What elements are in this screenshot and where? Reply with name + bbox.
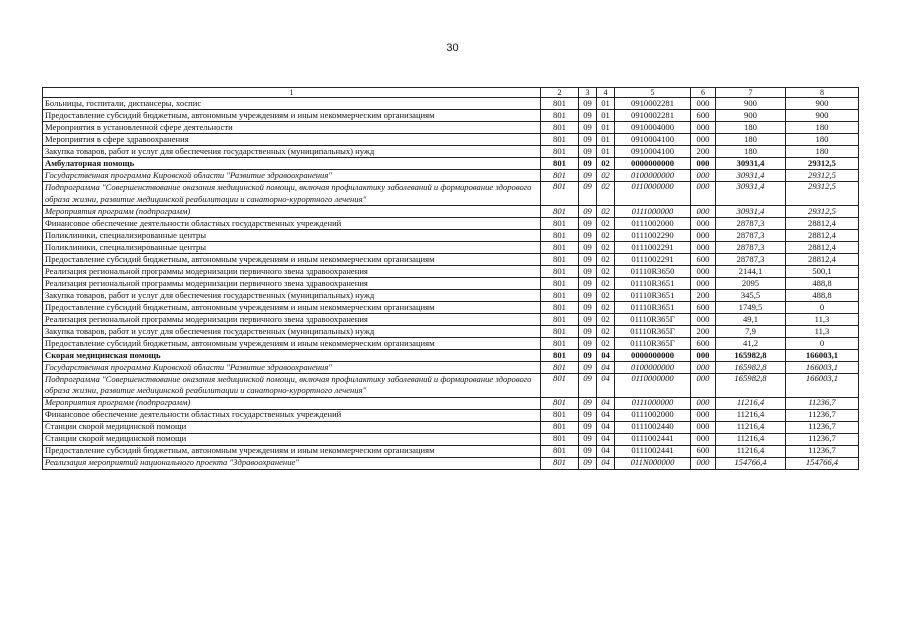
table-row	[43, 457, 859, 469]
cell-name: Мероприятия в сфере здравоохранения	[43, 134, 541, 146]
table-row	[43, 98, 859, 110]
cell-col-6: 600	[691, 254, 716, 266]
table-body	[43, 98, 859, 470]
cell-col-7: 165982,8	[716, 374, 786, 398]
cell-col-4: 02	[597, 242, 615, 254]
table-row	[43, 302, 859, 314]
cell-col-3: 09	[579, 290, 597, 302]
cell-name: Мероприятия программ (подпрограмм)	[43, 397, 541, 409]
cell-col-6: 000	[691, 433, 716, 445]
cell-name: Закупка товаров, работ и услуг для обеспечения государственных (муниципальных) нужд	[43, 290, 541, 302]
table-row	[43, 421, 859, 433]
cell-name: Предоставление субсидий бюджетным, автономным учреждениям и иным некоммерческим организациям	[43, 110, 541, 122]
cell-col-7: 165982,8	[716, 350, 786, 362]
cell-col-3: 09	[579, 457, 597, 469]
cell-col-3: 09	[579, 242, 597, 254]
cell-col-8: 28812,4	[786, 254, 859, 266]
cell-col-2: 801	[541, 146, 579, 158]
table-row	[43, 374, 859, 398]
table-header-row	[43, 88, 859, 98]
cell-col-2: 801	[541, 242, 579, 254]
table-row	[43, 397, 859, 409]
cell-name: Подпрограмма "Совершенствование оказания медицинской помощи, включая профилактику заболеваний и формирование здорового образа жизни, развитие медицинской реабилитации и санаторно-курортного лечения"	[43, 182, 541, 206]
table-row	[43, 362, 859, 374]
cell-col-3: 09	[579, 421, 597, 433]
cell-col-4: 02	[597, 254, 615, 266]
header-col-8: 8	[786, 88, 859, 98]
cell-col-2: 801	[541, 182, 579, 206]
page-number: 30	[446, 42, 459, 54]
table-row	[43, 326, 859, 338]
cell-col-8: 11,3	[786, 314, 859, 326]
cell-col-8: 11236,7	[786, 421, 859, 433]
cell-name: Государственная программа Кировской области "Развитие здравоохранения"	[43, 170, 541, 182]
cell-col-5: 0110000000	[615, 182, 691, 206]
cell-col-2: 801	[541, 206, 579, 218]
cell-col-7: 11216,4	[716, 433, 786, 445]
cell-col-4: 04	[597, 421, 615, 433]
cell-col-2: 801	[541, 421, 579, 433]
table-row	[43, 314, 859, 326]
cell-col-6: 000	[691, 206, 716, 218]
table-row	[43, 338, 859, 350]
cell-name: Закупка товаров, работ и услуг для обеспечения государственных (муниципальных) нужд	[43, 146, 541, 158]
cell-name: Реализация мероприятий национального проекта "Здравоохранение"	[43, 457, 541, 469]
cell-col-8: 500,1	[786, 266, 859, 278]
cell-col-4: 02	[597, 278, 615, 290]
cell-col-6: 000	[691, 134, 716, 146]
cell-col-8: 900	[786, 110, 859, 122]
cell-col-3: 09	[579, 206, 597, 218]
cell-col-3: 09	[579, 326, 597, 338]
header-col-4: 4	[597, 88, 615, 98]
cell-col-8: 11236,7	[786, 409, 859, 421]
cell-name: Предоставление субсидий бюджетным, автономным учреждениям и иным некоммерческим организациям	[43, 302, 541, 314]
cell-col-6: 000	[691, 242, 716, 254]
cell-col-7: 1749,5	[716, 302, 786, 314]
cell-col-3: 09	[579, 338, 597, 350]
cell-name: Мероприятия программ (подпрограмм)	[43, 206, 541, 218]
cell-col-7: 180	[716, 122, 786, 134]
table-row	[43, 146, 859, 158]
cell-col-7: 2095	[716, 278, 786, 290]
cell-col-3: 09	[579, 397, 597, 409]
cell-col-8: 29312,5	[786, 206, 859, 218]
cell-col-8: 11236,7	[786, 433, 859, 445]
cell-col-2: 801	[541, 409, 579, 421]
table-row	[43, 182, 859, 206]
cell-col-7: 11216,4	[716, 397, 786, 409]
cell-col-7: 30931,4	[716, 182, 786, 206]
cell-col-3: 09	[579, 350, 597, 362]
cell-col-8: 29312,5	[786, 182, 859, 206]
cell-col-7: 11216,4	[716, 421, 786, 433]
cell-col-8: 11236,7	[786, 445, 859, 457]
cell-col-8: 0	[786, 302, 859, 314]
cell-name: Поликлиники, специализированные центры	[43, 230, 541, 242]
cell-col-6: 000	[691, 266, 716, 278]
table-row	[43, 290, 859, 302]
cell-col-7: 28787,3	[716, 254, 786, 266]
cell-col-2: 801	[541, 445, 579, 457]
cell-col-8: 154766,4	[786, 457, 859, 469]
cell-col-6: 000	[691, 457, 716, 469]
table-row	[43, 350, 859, 362]
cell-col-3: 09	[579, 362, 597, 374]
header-col-2: 2	[541, 88, 579, 98]
cell-col-2: 801	[541, 397, 579, 409]
cell-col-8: 900	[786, 98, 859, 110]
cell-name: Предоставление субсидий бюджетным, автономным учреждениям и иным некоммерческим организациям	[43, 338, 541, 350]
cell-col-6: 200	[691, 146, 716, 158]
cell-col-4: 02	[597, 206, 615, 218]
cell-col-2: 801	[541, 338, 579, 350]
cell-col-3: 09	[579, 445, 597, 457]
cell-col-2: 801	[541, 278, 579, 290]
cell-col-7: 30931,4	[716, 158, 786, 170]
cell-name: Реализация региональной программы модернизации первичного звена здравоохранения	[43, 278, 541, 290]
cell-col-5: 0111000000	[615, 397, 691, 409]
table-row	[43, 278, 859, 290]
cell-col-7: 345,5	[716, 290, 786, 302]
cell-col-2: 801	[541, 158, 579, 170]
table-row	[43, 445, 859, 457]
cell-col-2: 801	[541, 350, 579, 362]
budget-table	[42, 87, 859, 470]
cell-col-5: 0100000000	[615, 362, 691, 374]
cell-col-4: 04	[597, 433, 615, 445]
cell-col-6: 000	[691, 98, 716, 110]
table-row	[43, 206, 859, 218]
cell-col-2: 801	[541, 314, 579, 326]
cell-col-7: 11216,4	[716, 445, 786, 457]
cell-col-7: 49,1	[716, 314, 786, 326]
cell-name: Реализация региональной программы модернизации первичного звена здравоохранения	[43, 314, 541, 326]
cell-col-7: 28787,3	[716, 218, 786, 230]
cell-name: Больницы, госпитали, диспансеры, хоспис	[43, 98, 541, 110]
cell-col-2: 801	[541, 433, 579, 445]
cell-name: Финансовое обеспечение деятельности областных государственных учреждений	[43, 409, 541, 421]
cell-col-7: 28787,3	[716, 242, 786, 254]
cell-col-3: 09	[579, 230, 597, 242]
cell-col-7: 41,2	[716, 338, 786, 350]
cell-col-4: 04	[597, 409, 615, 421]
table-row	[43, 122, 859, 134]
table-row	[43, 230, 859, 242]
cell-col-5: 0111002440	[615, 421, 691, 433]
cell-col-2: 801	[541, 170, 579, 182]
cell-col-6: 000	[691, 182, 716, 206]
table-row	[43, 218, 859, 230]
cell-col-2: 801	[541, 362, 579, 374]
cell-col-6: 600	[691, 338, 716, 350]
cell-col-4: 02	[597, 302, 615, 314]
cell-col-3: 09	[579, 170, 597, 182]
cell-col-7: 2144,1	[716, 266, 786, 278]
cell-col-3: 09	[579, 374, 597, 398]
cell-col-5: 01110R3651	[615, 278, 691, 290]
cell-col-8: 0	[786, 338, 859, 350]
cell-col-5: 0111002291	[615, 242, 691, 254]
header-col-7: 7	[716, 88, 786, 98]
cell-col-3: 09	[579, 158, 597, 170]
cell-name: Предоставление субсидий бюджетным, автономным учреждениям и иным некоммерческим организациям	[43, 254, 541, 266]
cell-col-6: 600	[691, 110, 716, 122]
cell-col-5: 01110R365Г	[615, 338, 691, 350]
table-row	[43, 433, 859, 445]
cell-col-6: 000	[691, 421, 716, 433]
cell-col-4: 01	[597, 98, 615, 110]
table-row	[43, 409, 859, 421]
cell-col-5: 01110R365Г	[615, 326, 691, 338]
cell-col-5: 0910004100	[615, 134, 691, 146]
cell-col-5: 0910004100	[615, 146, 691, 158]
cell-col-5: 0111002290	[615, 230, 691, 242]
cell-col-5: 0111000000	[615, 206, 691, 218]
cell-col-2: 801	[541, 122, 579, 134]
cell-col-6: 200	[691, 290, 716, 302]
cell-name: Станции скорой медицинской помощи	[43, 433, 541, 445]
cell-col-6: 000	[691, 218, 716, 230]
cell-col-5: 0111002441	[615, 433, 691, 445]
header-col-6: 6	[691, 88, 716, 98]
cell-col-8: 28812,4	[786, 230, 859, 242]
cell-col-6: 000	[691, 350, 716, 362]
cell-col-5: 0000000000	[615, 350, 691, 362]
table-row	[43, 134, 859, 146]
cell-col-5: 0111002000	[615, 218, 691, 230]
cell-col-7: 30931,4	[716, 206, 786, 218]
cell-col-6: 600	[691, 302, 716, 314]
cell-col-4: 02	[597, 170, 615, 182]
cell-name: Финансовое обеспечение деятельности областных государственных учреждений	[43, 218, 541, 230]
cell-col-2: 801	[541, 218, 579, 230]
cell-col-3: 09	[579, 182, 597, 206]
cell-col-2: 801	[541, 302, 579, 314]
cell-col-8: 28812,4	[786, 242, 859, 254]
cell-col-2: 801	[541, 290, 579, 302]
table-row	[43, 266, 859, 278]
table-row	[43, 170, 859, 182]
cell-col-6: 000	[691, 230, 716, 242]
cell-col-4: 01	[597, 146, 615, 158]
cell-col-5: 0111002291	[615, 254, 691, 266]
cell-col-6: 200	[691, 326, 716, 338]
cell-col-4: 04	[597, 397, 615, 409]
cell-col-2: 801	[541, 254, 579, 266]
cell-col-2: 801	[541, 98, 579, 110]
cell-col-7: 7,9	[716, 326, 786, 338]
cell-col-2: 801	[541, 374, 579, 398]
cell-col-4: 01	[597, 110, 615, 122]
cell-name: Подпрограмма "Совершенствование оказания медицинской помощи, включая профилактику заболеваний и формирование здорового образа жизни, развитие медицинской реабилитации и санаторно-курортного лечения"	[43, 374, 541, 398]
cell-col-3: 09	[579, 134, 597, 146]
cell-name: Государственная программа Кировской области "Развитие здравоохранения"	[43, 362, 541, 374]
cell-col-5: 0000000000	[615, 158, 691, 170]
cell-col-4: 02	[597, 338, 615, 350]
cell-col-3: 09	[579, 254, 597, 266]
cell-col-7: 180	[716, 134, 786, 146]
cell-col-3: 09	[579, 146, 597, 158]
cell-col-3: 09	[579, 302, 597, 314]
cell-col-8: 29312,5	[786, 170, 859, 182]
cell-col-4: 04	[597, 350, 615, 362]
cell-col-4: 01	[597, 134, 615, 146]
cell-col-4: 02	[597, 158, 615, 170]
cell-col-5: 01110R3651	[615, 302, 691, 314]
cell-col-7: 154766,4	[716, 457, 786, 469]
cell-col-3: 09	[579, 218, 597, 230]
cell-col-5: 01110R3651	[615, 290, 691, 302]
cell-name: Поликлиники, специализированные центры	[43, 242, 541, 254]
cell-name: Амбулаторная помощь	[43, 158, 541, 170]
cell-col-5: 01110R365Г	[615, 314, 691, 326]
cell-col-4: 02	[597, 326, 615, 338]
table-row	[43, 110, 859, 122]
cell-col-2: 801	[541, 134, 579, 146]
cell-col-7: 900	[716, 98, 786, 110]
cell-col-4: 04	[597, 374, 615, 398]
cell-col-7: 11216,4	[716, 409, 786, 421]
cell-col-7: 900	[716, 110, 786, 122]
cell-col-4: 02	[597, 266, 615, 278]
cell-col-6: 000	[691, 374, 716, 398]
cell-col-4: 04	[597, 445, 615, 457]
cell-col-5: 0110000000	[615, 374, 691, 398]
cell-col-4: 01	[597, 122, 615, 134]
cell-col-5: 0910004000	[615, 122, 691, 134]
cell-name: Закупка товаров, работ и услуг для обеспечения государственных (муниципальных) нужд	[43, 326, 541, 338]
cell-col-2: 801	[541, 230, 579, 242]
cell-col-5: 0111002441	[615, 445, 691, 457]
cell-col-2: 801	[541, 110, 579, 122]
cell-col-4: 02	[597, 182, 615, 206]
cell-col-3: 09	[579, 314, 597, 326]
cell-col-6: 000	[691, 409, 716, 421]
cell-col-8: 29312,5	[786, 158, 859, 170]
cell-col-5: 011N000000	[615, 457, 691, 469]
cell-col-3: 09	[579, 266, 597, 278]
cell-col-6: 000	[691, 122, 716, 134]
cell-col-3: 09	[579, 110, 597, 122]
cell-col-3: 09	[579, 409, 597, 421]
cell-col-6: 000	[691, 314, 716, 326]
cell-col-8: 180	[786, 122, 859, 134]
cell-col-8: 11236,7	[786, 397, 859, 409]
cell-col-5: 0100000000	[615, 170, 691, 182]
table-row	[43, 254, 859, 266]
cell-col-6: 000	[691, 158, 716, 170]
cell-col-8: 166003,1	[786, 374, 859, 398]
cell-col-8: 166003,1	[786, 362, 859, 374]
cell-col-6: 000	[691, 397, 716, 409]
cell-col-2: 801	[541, 266, 579, 278]
cell-col-7: 30931,4	[716, 170, 786, 182]
cell-col-3: 09	[579, 278, 597, 290]
cell-col-6: 000	[691, 278, 716, 290]
header-col-1: 1	[43, 88, 541, 98]
cell-name: Станции скорой медицинской помощи	[43, 421, 541, 433]
cell-col-2: 801	[541, 457, 579, 469]
cell-col-8: 166003,1	[786, 350, 859, 362]
cell-col-5: 0111002000	[615, 409, 691, 421]
cell-col-2: 801	[541, 326, 579, 338]
cell-name: Скорая медицинская помощь	[43, 350, 541, 362]
cell-col-4: 02	[597, 290, 615, 302]
cell-col-8: 488,8	[786, 278, 859, 290]
header-col-5: 5	[615, 88, 691, 98]
cell-col-5: 01110R3650	[615, 266, 691, 278]
cell-col-4: 02	[597, 314, 615, 326]
cell-col-8: 180	[786, 134, 859, 146]
cell-col-7: 28787,3	[716, 230, 786, 242]
cell-col-6: 000	[691, 170, 716, 182]
cell-col-8: 488,8	[786, 290, 859, 302]
cell-col-8: 11,3	[786, 326, 859, 338]
cell-col-8: 28812,4	[786, 218, 859, 230]
cell-col-4: 04	[597, 457, 615, 469]
cell-name: Предоставление субсидий бюджетным, автономным учреждениям и иным некоммерческим организациям	[43, 445, 541, 457]
cell-col-5: 0910002281	[615, 98, 691, 110]
cell-col-4: 02	[597, 218, 615, 230]
cell-col-4: 02	[597, 230, 615, 242]
cell-col-3: 09	[579, 122, 597, 134]
cell-col-3: 09	[579, 98, 597, 110]
cell-col-7: 165982,8	[716, 362, 786, 374]
cell-name: Реализация региональной программы модернизации первичного звена здравоохранения	[43, 266, 541, 278]
cell-col-4: 04	[597, 362, 615, 374]
table-row	[43, 158, 859, 170]
cell-name: Мероприятия в установленной сфере деятельности	[43, 122, 541, 134]
cell-col-8: 180	[786, 146, 859, 158]
cell-col-7: 180	[716, 146, 786, 158]
header-col-3: 3	[579, 88, 597, 98]
cell-col-6: 600	[691, 445, 716, 457]
cell-col-5: 0910002281	[615, 110, 691, 122]
table-row	[43, 242, 859, 254]
cell-col-3: 09	[579, 433, 597, 445]
cell-col-6: 000	[691, 362, 716, 374]
